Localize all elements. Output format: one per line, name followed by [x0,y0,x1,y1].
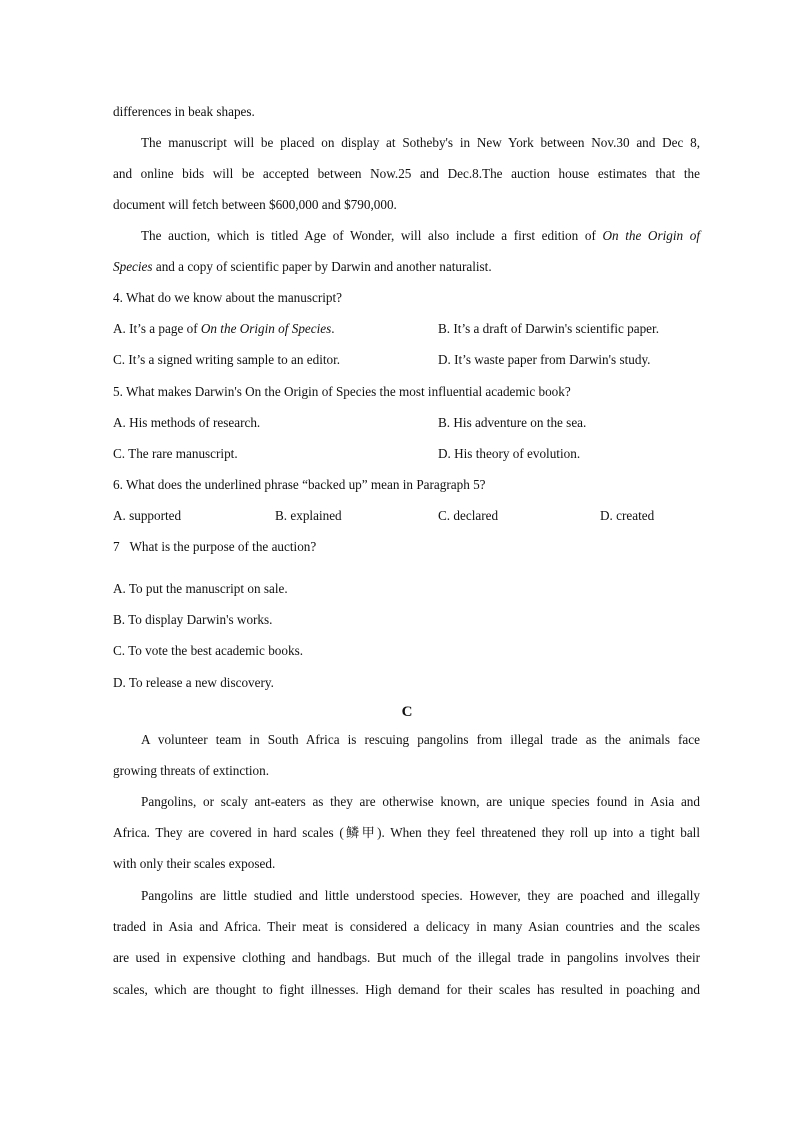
book-title-italic: On the Origin of Species [200,321,332,336]
option-d: D. created [600,508,655,523]
option-b: B. explained [275,508,342,523]
paragraph-line: Africa. They are covered in hard scales (鳞甲). When they feel threatened they roll up into a tight ball [113,825,700,840]
paragraph-line: traded in Asia and Africa. Their meat is considered a delicacy in many Asian countries and the scales [113,919,700,934]
paragraph-line: A volunteer team in South Africa is rescuing pangolins from illegal trade as the animals face [141,732,700,747]
option-d: D. It’s waste paper from Darwin's study. [438,352,651,367]
question-stem: 6. What does the underlined phrase “backed up” mean in Paragraph 5? [113,477,486,492]
option-a [113,321,335,337]
option-a: A. supported [113,508,182,523]
paragraph-line: The manuscript will be placed on display at Sotheby's in New York between Nov.30 and Dec 8, [141,135,700,150]
question-stem: 7 What is the purpose of the auction? [113,539,317,554]
option-a: A. To put the manuscript on sale. [113,581,288,596]
question-stem: 4. What do we know about the manuscript? [113,290,343,305]
option-b: B. It’s a draft of Darwin's scientific paper. [438,321,659,336]
paragraph-line: document will fetch between $600,000 and $790,000. [113,197,397,212]
paragraph-line [141,228,700,244]
option-a: A. His methods of research. [113,415,261,430]
book-title-italic: Species [113,259,153,274]
text-run: The auction, which is titled Age of Wonder, will also include a first edition of [141,228,603,243]
question-stem: 5. What makes Darwin's On the Origin of Species the most influential academic book? [113,384,571,399]
option-c: C. The rare manuscript. [113,446,238,461]
paragraph-line: growing threats of extinction. [113,763,270,778]
option-c: C. It’s a signed writing sample to an editor. [113,352,341,367]
option-c: C. To vote the best academic books. [113,643,304,658]
option-text: A. It’s a page of [113,321,201,336]
book-title-italic: On the Origin of [602,228,700,243]
paragraph-line: differences in beak shapes. [113,104,255,119]
text-run: and a copy of scientific paper by Darwin and another naturalist. [152,259,492,274]
paragraph-line: scales, which are thought to fight illnesses. High demand for their scales has resulted in poaching and [113,982,700,997]
option-text: . [331,321,335,336]
paragraph-line [113,259,700,275]
option-b: B. His adventure on the sea. [438,415,587,430]
option-d: D. To release a new discovery. [113,675,274,690]
option-c: C. declared [438,508,499,523]
paragraph-line: with only their scales exposed. [113,856,276,871]
paragraph-line: Pangolins are little studied and little understood species. However, they are poached and illegally [141,888,700,903]
option-d: D. His theory of evolution. [438,446,581,461]
paragraph-line: Pangolins, or scaly ant-eaters as they are otherwise known, are unique species found in Asia and [141,794,700,809]
option-b: B. To display Darwin's works. [113,612,273,627]
section-title: C [401,704,413,720]
paragraph-line: and online bids will be accepted between Now.25 and Dec.8.The auction house estimates that the [113,166,700,181]
paragraph-line: are used in expensive clothing and handbags. But much of the illegal trade in pangolins involves their [113,950,700,965]
